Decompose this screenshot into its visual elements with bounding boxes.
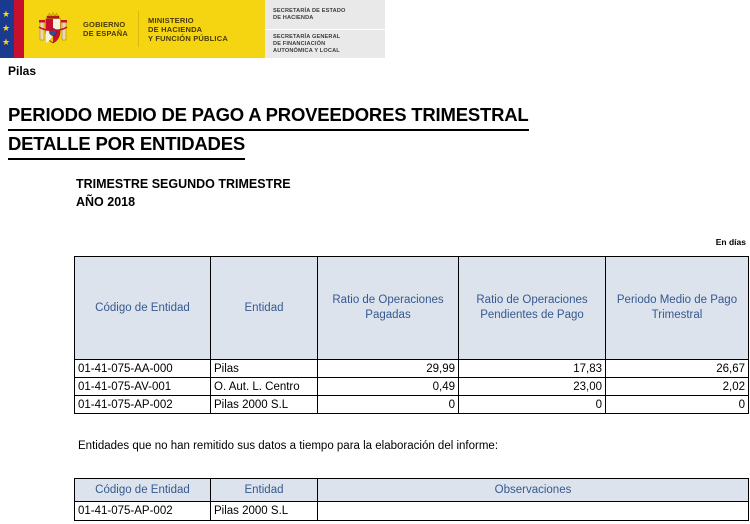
gobierno-line-1: GOBIERNO — [83, 20, 126, 29]
table-header-row — [75, 257, 749, 360]
column-header-entidad: Entidad — [211, 257, 318, 360]
table-header-row — [75, 479, 749, 502]
banner-divider — [138, 11, 139, 47]
cell-ratio-pendientes: 17,83 — [459, 360, 606, 378]
cell-ratio-pagadas: 0,49 — [318, 378, 459, 396]
table-row — [75, 396, 749, 414]
column-header-codigo: Código de Entidad — [75, 257, 211, 360]
cell-ratio-pendientes: 0 — [459, 396, 606, 414]
eu-star-icon: ★ — [2, 37, 11, 47]
secretaria-estado-line-2: DE HACIENDA — [273, 14, 314, 21]
spain-flag-red-stripe — [14, 0, 24, 58]
cell-codigo: 01-41-075-AP-002 — [75, 396, 211, 414]
cell-ratio-pagadas: 29,99 — [318, 360, 459, 378]
period-label: TRIMESTRE SEGUNDO TRIMESTRE — [76, 177, 291, 191]
spain-flag-yellow-field — [24, 0, 265, 58]
cell-ratio-pendientes: 23,00 — [459, 378, 606, 396]
secretaria-general-block — [265, 29, 385, 58]
secretaria-general-line-2: DE FINANCIACIÓN — [273, 40, 326, 47]
column-header-pmp: Periodo Medio de Pago Trimestral — [606, 257, 749, 360]
gobierno-line-2: DE ESPAÑA — [83, 29, 129, 38]
column-header-entidad: Entidad — [211, 479, 318, 502]
missing-data-note: Entidades que no han remitido sus datos a tiempo para la elaboración del informe: — [78, 440, 499, 452]
table-row — [75, 378, 749, 396]
institutional-banner — [0, 0, 385, 58]
column-header-ratio-pagadas: Ratio de Operaciones Pagadas — [318, 257, 459, 360]
table-row — [75, 360, 749, 378]
secretaria-estado-line-1: SECRETARÍA DE ESTADO — [273, 7, 346, 14]
table-row — [75, 502, 749, 521]
page-title-line-1: PERIODO MEDIO DE PAGO A PROVEEDORES TRIMESTRAL — [8, 102, 529, 131]
secretaria-general-line-1: SECRETARÍA GENERAL — [273, 33, 341, 40]
page-title-line-2: DETALLE POR ENTIDADES — [8, 131, 245, 160]
eu-star-icon: ★ — [2, 9, 11, 19]
cell-pmp: 26,67 — [606, 360, 749, 378]
ministerio-label — [148, 16, 228, 43]
cell-entidad: Pilas — [211, 360, 318, 378]
units-label: En días — [715, 237, 746, 247]
missing-entities-table — [74, 478, 749, 521]
gobierno-de-espana-label — [83, 20, 128, 38]
spain-coat-of-arms-icon — [31, 7, 75, 51]
ministerio-line-2: DE HACIENDA — [148, 24, 203, 34]
secretaria-general-line-3: AUTONÓMICA Y LOCAL — [273, 47, 340, 54]
cell-codigo: 01-41-075-AV-001 — [75, 378, 211, 396]
cell-pmp: 0 — [606, 396, 749, 414]
column-header-observaciones: Observaciones — [318, 479, 749, 502]
cell-observaciones — [318, 502, 749, 521]
cell-codigo: 01-41-075-AA-000 — [75, 360, 211, 378]
cell-entidad: O. Aut. L. Centro — [211, 378, 318, 396]
cell-codigo: 01-41-075-AP-002 — [75, 502, 211, 521]
eu-flag-stripe — [0, 0, 14, 58]
year-label: AÑO 2018 — [76, 195, 136, 209]
secretaria-panel — [265, 0, 385, 58]
page-title — [8, 102, 748, 160]
ministerio-line-3: Y FUNCIÓN PÚBLICA — [148, 33, 228, 43]
report-period — [76, 175, 291, 211]
cell-pmp: 2,02 — [606, 378, 749, 396]
cell-entidad: Pilas 2000 S.L — [211, 396, 318, 414]
eu-star-icon: ★ — [2, 23, 11, 33]
cell-ratio-pagadas: 0 — [318, 396, 459, 414]
entity-name: Pilas — [8, 64, 37, 78]
ministerio-line-1: MINISTERIO — [148, 15, 194, 25]
column-header-codigo: Código de Entidad — [75, 479, 211, 502]
column-header-ratio-pendientes: Ratio de Operaciones Pendientes de Pago — [459, 257, 606, 360]
entities-table — [74, 256, 749, 414]
secretaria-estado-block — [265, 0, 385, 29]
cell-entidad: Pilas 2000 S.L — [211, 502, 318, 521]
